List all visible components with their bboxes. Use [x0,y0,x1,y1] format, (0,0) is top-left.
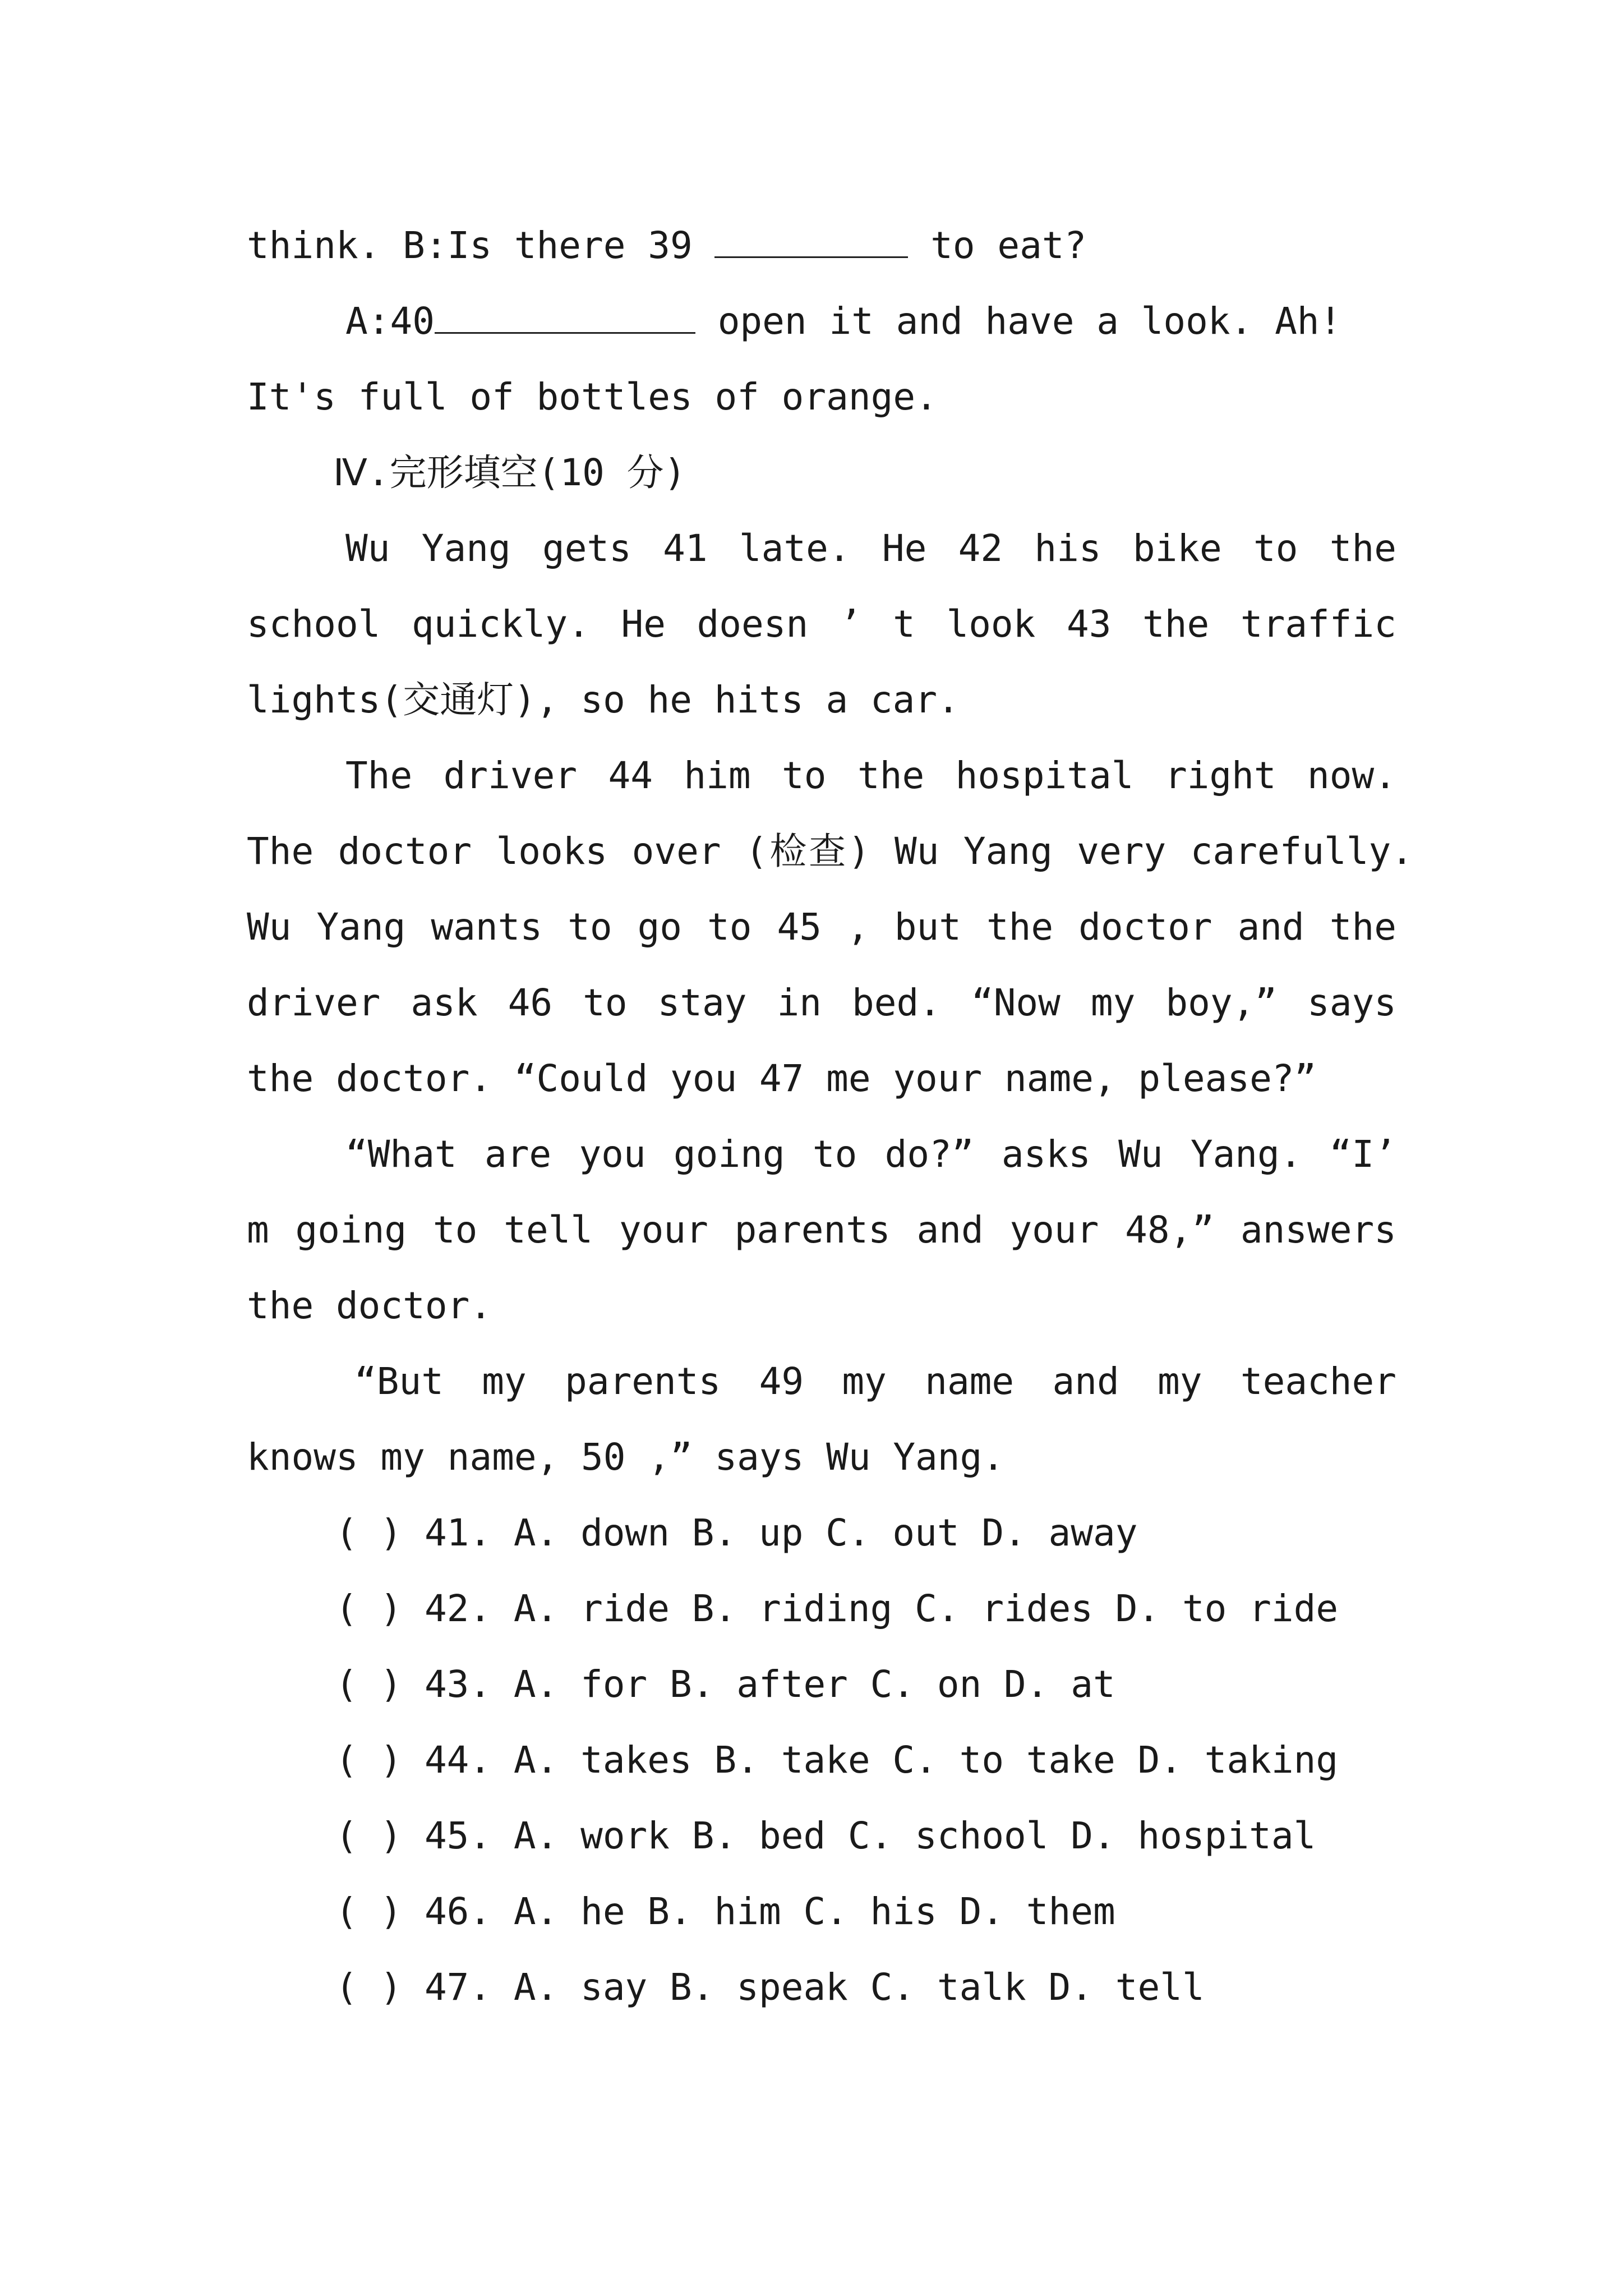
question-43: ( ) 43. A. for B. after C. on D. at [335,1663,1115,1706]
passage-line: lights(交通灯), so he hits a car. [247,678,960,721]
passage-line: m going to tell your parents and your 48,” answers [247,1208,1396,1251]
text-fragment: A:40 [345,300,435,343]
question-46: ( ) 46. A. he B. him C. his D. them [335,1890,1115,1933]
question-42: ( ) 42. A. ride B. riding C. rides D. to ride [335,1587,1339,1630]
passage-line: school quickly. He doesn ’ t look 43 the traffic [247,602,1396,646]
text-line: It's full of bottles of orange. [247,375,938,418]
passage-line: the doctor. [247,1284,492,1327]
section-heading: Ⅳ.完形填空(10 分) [333,451,686,494]
passage-line: “But my parents 49 my name and my teacher [354,1360,1396,1403]
passage-line: Wu Yang wants to go to 45 , but the doctor and the [247,905,1396,949]
passage-line: Wu Yang gets 41 late. He 42 his bike to the [345,527,1396,570]
passage-line: the doctor. “Could you 47 me your name, please?” [247,1057,1317,1100]
question-47: ( ) 47. A. say B. speak C. talk D. tell [335,1966,1205,2009]
question-41: ( ) 41. A. down B. up C. out D. away [335,1511,1138,1554]
dialogue-line-40 [345,293,1396,349]
dialogue-line-39 [247,218,1396,274]
passage-line: The driver 44 him to the hospital right now. [345,754,1396,797]
text-fragment: open it and have a look. Ah! [695,300,1342,343]
passage-line: knows my name, 50 ,” says Wu Yang. [247,1435,1005,1479]
question-44: ( ) 44. A. takes B. take C. to take D. taking [335,1738,1339,1782]
text-fragment: think. B:Is there 39 [247,224,715,267]
answer-blank-40[interactable] [435,297,695,334]
question-45: ( ) 45. A. work B. bed C. school D. hospital [335,1814,1316,1857]
answer-blank-39[interactable] [714,222,908,258]
passage-line: driver ask 46 to stay in bed. “Now my boy,” says [247,981,1396,1024]
text-fragment: to eat? [908,224,1087,267]
passage-line: The doctor looks over (检查) Wu Yang very carefully. [247,830,1413,873]
passage-line: “What are you going to do?” asks Wu Yang. “I’ [345,1133,1396,1176]
